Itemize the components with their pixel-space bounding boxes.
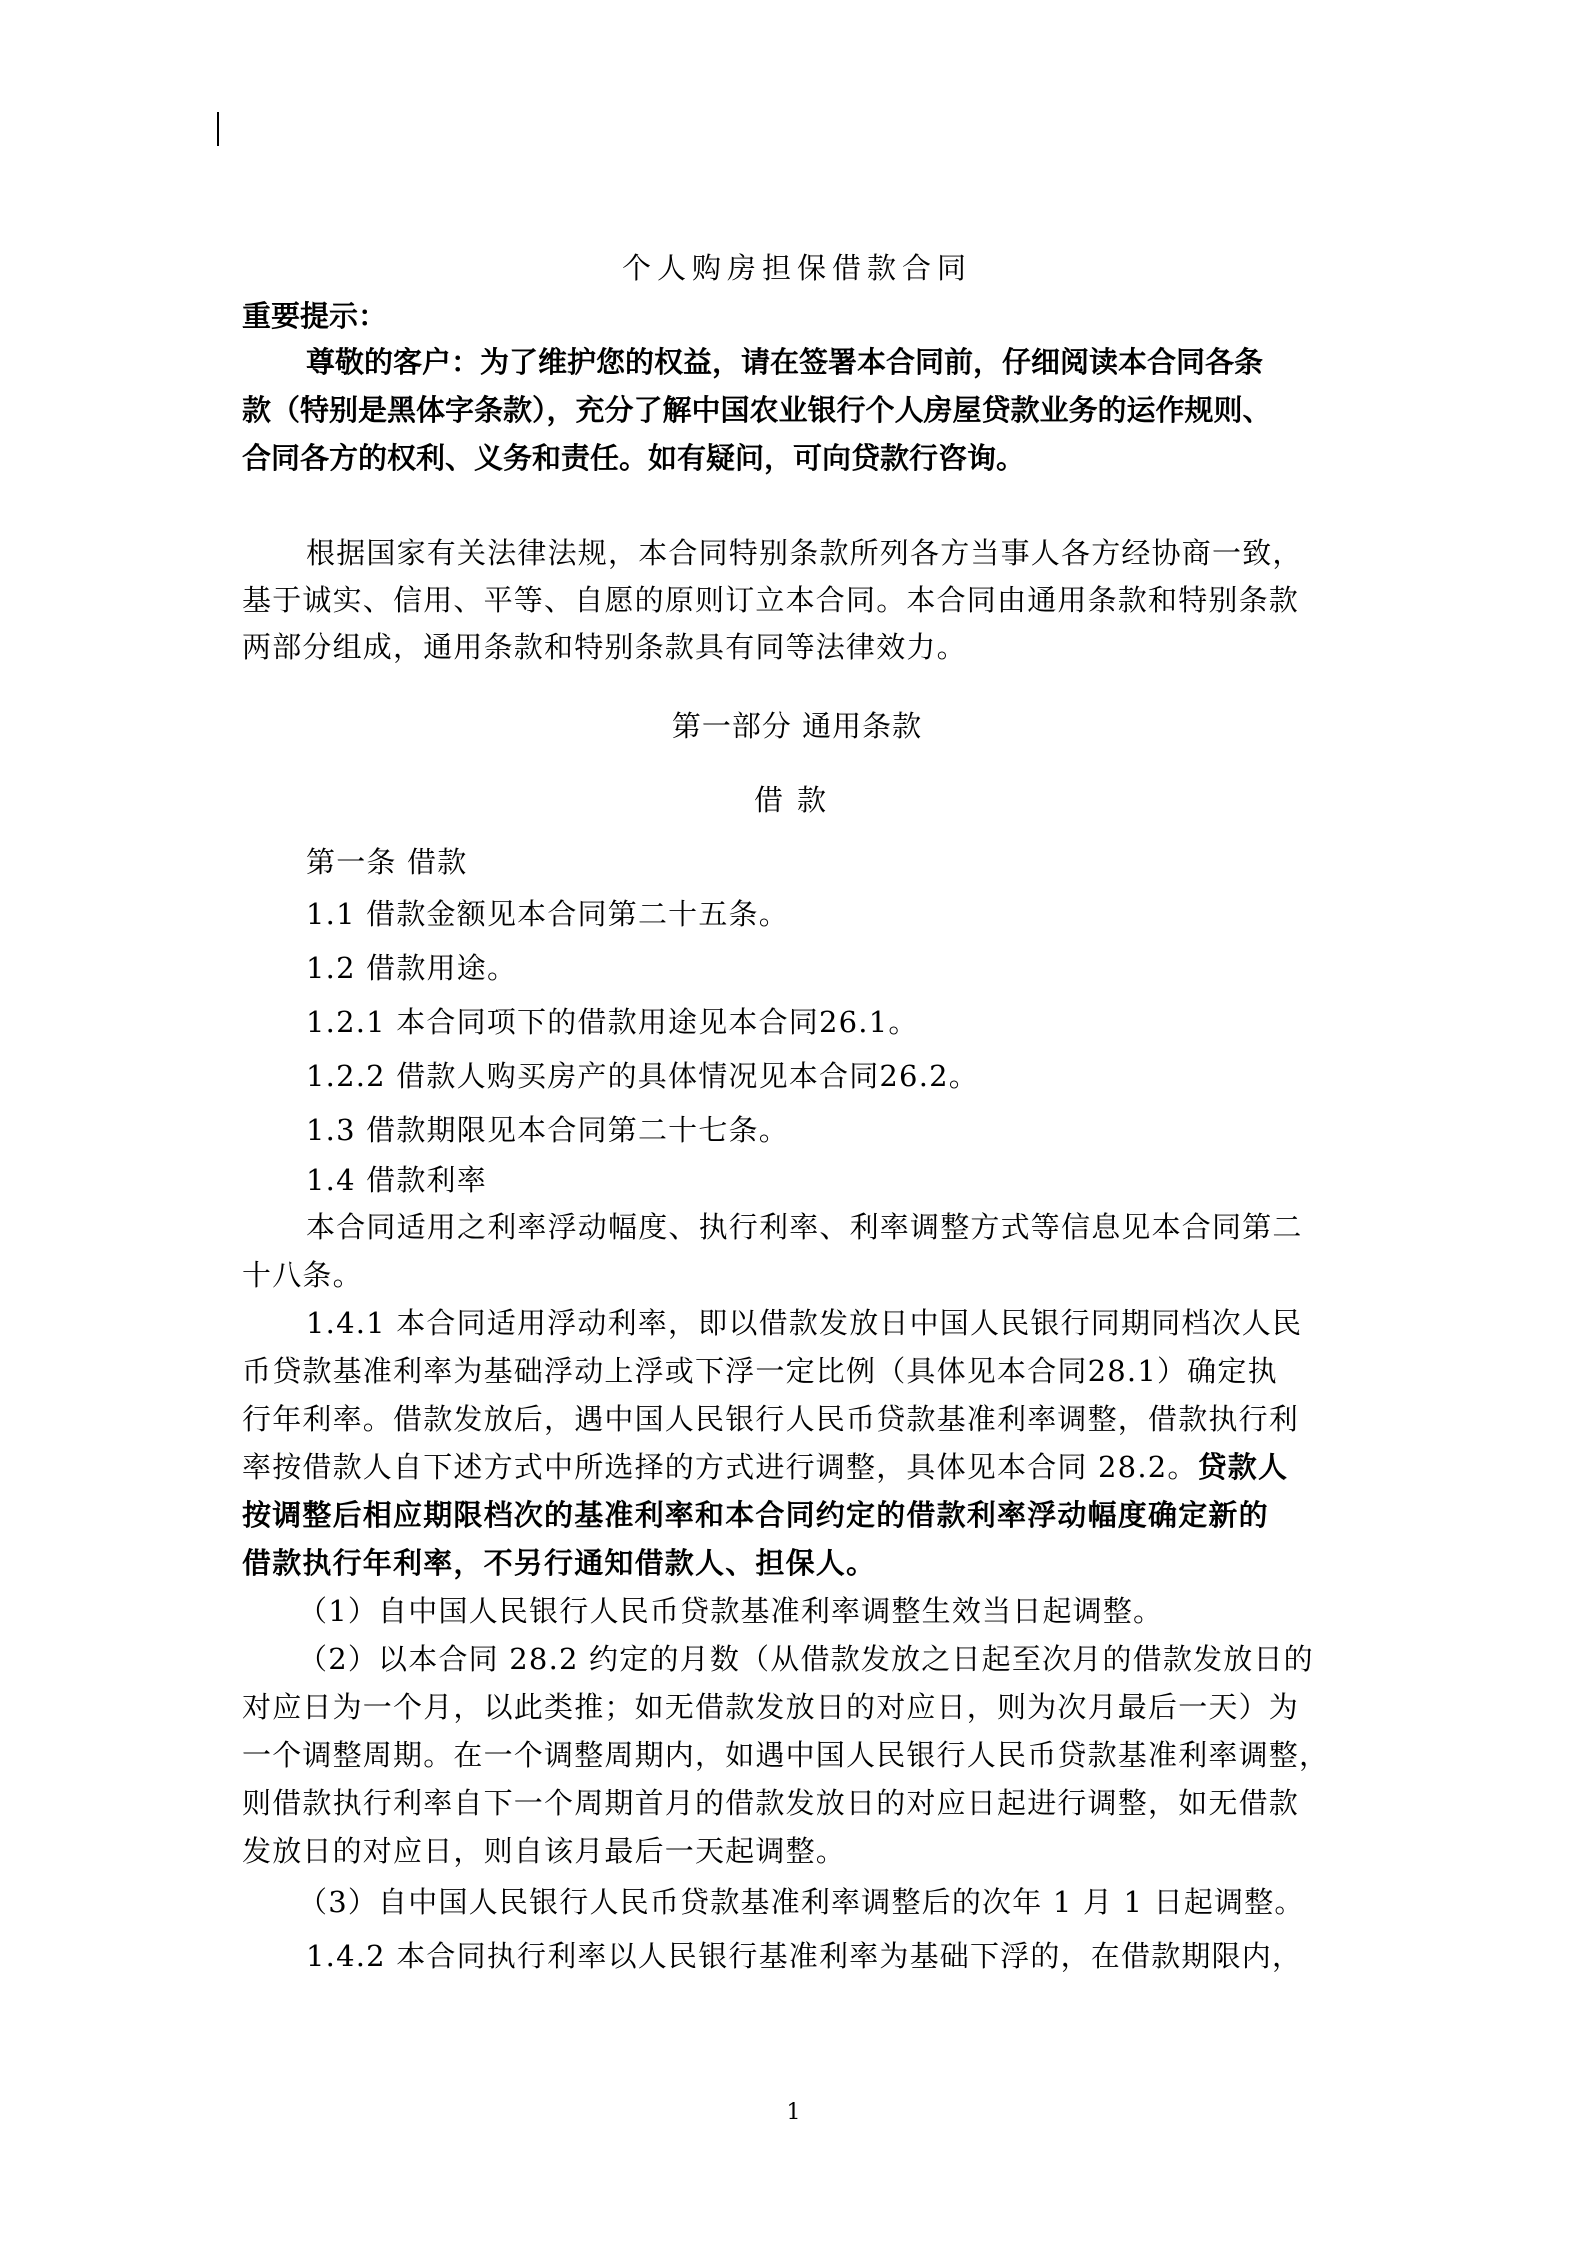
rate-note-line-1: 本合同适用之利率浮动幅度、执行利率、利率调整方式等信息见本合同第二 [306, 1210, 1303, 1244]
document-title: 个人购房担保借款合同 [621, 251, 972, 285]
option-2-line-2: 对应日为一个月，以此类推；如无借款发放日的对应日，则为次月最后一天）为 [242, 1690, 1300, 1724]
option-1: （1）自中国人民银行人民币贷款基准利率调整生效当日起调整。 [298, 1594, 1164, 1628]
item-1-4-1-line-3: 行年利率。借款发放后，遇中国人民银行人民币贷款基准利率调整，借款执行利 [242, 1402, 1300, 1436]
item-1-2: 1.2 借款用途。 [306, 951, 518, 985]
item-1-2-2: 1.2.2 借款人购买房产的具体情况见本合同26.2。 [306, 1059, 979, 1093]
item-1-4-1-line-5: 按调整后相应期限档次的基准利率和本合同约定的借款利率浮动幅度确定新的 [242, 1498, 1269, 1532]
document-body [242, 238, 1352, 1983]
item-1-4-1-line-6: 借款执行年利率，不另行通知借款人、担保人。 [242, 1546, 877, 1580]
item-1-4-1-line-4 [242, 1443, 1352, 1491]
intro-paragraph [242, 530, 1352, 671]
item-1-4-2: 1.4.2 本合同执行利率以人民银行基准利率为基础下浮的，在借款期限内， [306, 1939, 1303, 1973]
important-notice-label: 重要提示： [242, 299, 388, 333]
option-2-line-5: 发放日的对应日，则自该月最后一天起调整。 [242, 1834, 847, 1868]
option-2-line-4: 则借款执行利率自下一个周期首月的借款发放日的对应日起进行调整，如无借款 [242, 1786, 1300, 1820]
item-1-4-1-line-2: 币贷款基准利率为基础浮动上浮或下浮一定比例（具体见本合同28.1）确定执 [242, 1354, 1278, 1388]
article-1-heading: 第一条 借款 [306, 845, 468, 879]
item-1-4-1-line-1: 1.4.1 本合同适用浮动利率，即以借款发放日中国人民银行同期同档次人民 [306, 1306, 1303, 1340]
page-number: 1 [786, 2100, 801, 2125]
item-1-4-1-line-4-bold: 贷款人 [1197, 1450, 1289, 1484]
notice-line-1: 尊敬的客户：为了维护您的权益，请在签署本合同前，仔细阅读本合同各条 [306, 345, 1264, 379]
article-1-items [242, 887, 1352, 1983]
important-notice [242, 338, 1352, 482]
section-heading: 借款 [753, 783, 840, 817]
option-3: （3）自中国人民银行人民币贷款基准利率调整后的次年 1 月 1 日起调整。 [298, 1885, 1305, 1919]
part-title: 第一部分 通用条款 [671, 709, 923, 743]
item-1-3: 1.3 借款期限见本合同第二十七条。 [306, 1113, 789, 1147]
item-1-4-1-line-4-plain: 率按借款人自下述方式中所选择的方式进行调整，具体见本合同 28.2。 [242, 1450, 1198, 1484]
option-2-line-1: （2）以本合同 28.2 约定的月数（从借款发放之日起至次月的借款发放日的 [298, 1642, 1314, 1676]
item-1-1: 1.1 借款金额见本合同第二十五条。 [306, 897, 789, 931]
option-2-line-3: 一个调整周期。在一个调整周期内，如遇中国人民银行人民币贷款基准利率调整， [242, 1738, 1330, 1772]
notice-line-3: 合同各方的权利、义务和责任。如有疑问，可向贷款行咨询。 [242, 441, 1026, 475]
intro-line-1: 根据国家有关法律法规，本合同特别条款所列各方当事人各方经协商一致， [306, 536, 1303, 570]
item-1-4: 1.4 借款利率 [306, 1163, 487, 1197]
intro-line-3: 两部分组成，通用条款和特别条款具有同等法律效力。 [242, 630, 967, 664]
notice-line-2: 款（特别是黑体字条款），充分了解中国农业银行个人房屋贷款业务的运作规则、 [242, 393, 1272, 427]
intro-line-2: 基于诚实、信用、平等、自愿的原则订立本合同。本合同由通用条款和特别条款 [242, 583, 1300, 617]
rate-note-line-2: 十八条。 [242, 1258, 363, 1292]
item-1-2-1: 1.2.1 本合同项下的借款用途见本合同26.1。 [306, 1005, 919, 1039]
margin-cursor-mark [217, 112, 219, 146]
